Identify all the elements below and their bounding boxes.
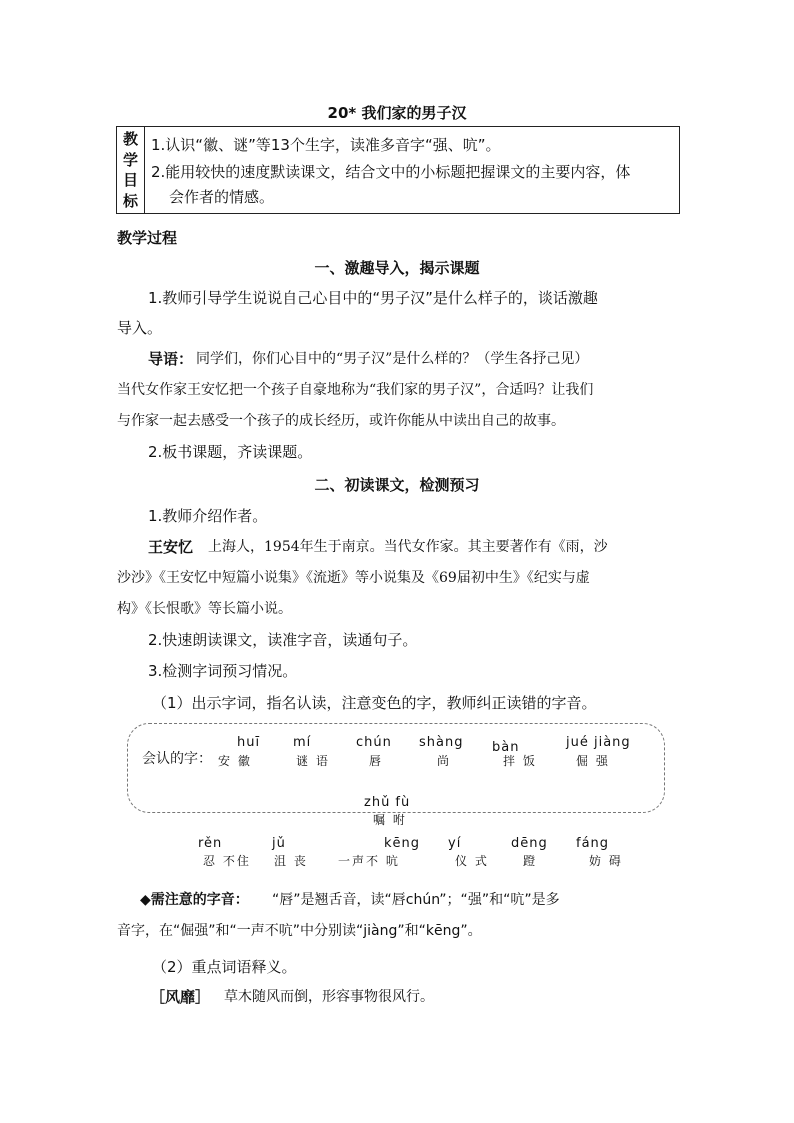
- author-line2: 沙沙》《王安忆中短篇小说集》《流逝》等小说集及《69届初中生》《纪实与虚: [117, 570, 590, 586]
- pinyin: yí: [448, 836, 462, 851]
- section1-p2: 2.板书课题，齐读课题。: [148, 443, 313, 461]
- goal-item-2: 2.能用较快的速度默读课文，结合文中的小标题把握课文的主要内容，体: [151, 163, 631, 181]
- pinyin: chún: [356, 735, 392, 750]
- goals-label-char: 教: [122, 130, 138, 149]
- pinyin: shàng: [419, 735, 464, 750]
- section2-heading: 二、初读课文，检测预习: [314, 476, 480, 494]
- goals-label-char: 目: [122, 171, 138, 190]
- intro-line2: 当代女作家王安忆把一个孩子自豪地称为“我们家的男子汉”，合适吗？让我们: [117, 382, 594, 398]
- goals-label-char: 学: [122, 150, 138, 169]
- vocab-word: 蹬: [523, 854, 538, 868]
- vocab-word: 妨 碍: [589, 854, 623, 868]
- author-line3: 构》《长恨歌》等长篇小说。: [117, 601, 292, 617]
- note-line1: “唇”是翘舌音，读“唇chún”；“强”和“吭”是多: [272, 892, 560, 908]
- vocab-word: 唇: [369, 754, 384, 768]
- pinyin: bàn: [492, 740, 520, 755]
- note-line2: 音字，在“倔强”和“一声不吭”中分别读“jiàng”和“kēng”。: [117, 923, 482, 939]
- section2-p3: 3.检测字词预习情况。: [148, 662, 298, 680]
- teaching-goals-table: [116, 126, 680, 214]
- intro-label: 导语：: [148, 350, 194, 368]
- vocab-word: 嘱 咐: [373, 813, 407, 827]
- vocab-word: 倔 强: [576, 754, 610, 768]
- term-word: ［风靡］: [150, 988, 211, 1006]
- vocab-word: 一声不 吭: [338, 854, 400, 868]
- term-definition: 草木随风而倒，形容事物很风行。: [224, 989, 434, 1005]
- vocab-word: 仪 式: [455, 854, 489, 868]
- vocab-word: 尚: [437, 754, 452, 768]
- section1-p1-line1: 1.教师引导学生说说自己心目中的“男子汉”是什么样子的，谈话激趣: [148, 289, 598, 307]
- section1-p1-line2: 导入。: [117, 319, 163, 337]
- section1-heading: 一、激趣导入，揭示课题: [314, 259, 480, 277]
- vocab-word: 沮 丧: [274, 854, 308, 868]
- goals-label: [117, 127, 145, 213]
- goals-label-char: 标: [122, 191, 138, 210]
- pinyin: dēng: [511, 836, 548, 851]
- author-name: 王安忆: [148, 538, 194, 556]
- author-line1: 上海人，1954年生于南京。当代女作家。其主要著作有《雨，沙: [208, 539, 608, 555]
- goal-item-1: 1.认识“徽、谜”等13个生字，读准多音字“强、吭”。: [151, 136, 501, 154]
- vocab-word: 拌 饭: [503, 754, 537, 768]
- pinyin: mí: [293, 735, 312, 750]
- intro-line3: 与作家一起去感受一个孩子的成长经历，或许你能从中读出自己的故事。: [117, 413, 565, 429]
- section2-p1: 1.教师介绍作者。: [148, 507, 268, 525]
- goal-item-2-cont: 会作者的情感。: [169, 188, 275, 206]
- pinyin: jǔ: [272, 836, 286, 851]
- section2-p4: （1）出示字词，指名认读，注意变色的字，教师纠正读错的字音。: [152, 694, 597, 712]
- pinyin: rěn: [198, 836, 223, 851]
- sub-heading-2: （2）重点词语释义。: [152, 958, 297, 976]
- pinyin: jué jiàng: [566, 735, 631, 750]
- intro-line1: 同学们，你们心目中的“男子汉”是什么样的？（学生各抒己见）: [196, 351, 589, 367]
- process-heading: 教学过程: [117, 229, 178, 247]
- vocab-word: 忍 不住: [203, 854, 251, 868]
- vocab-label: 会认的字：: [142, 751, 212, 767]
- note-label: ◆需注意的字音：: [140, 892, 249, 908]
- pinyin: kēng: [384, 836, 421, 851]
- pinyin: huī: [237, 735, 261, 750]
- page-title: 20* 我们家的男子汉: [327, 104, 467, 122]
- vocab-word: 谜 语: [296, 754, 330, 768]
- pinyin: zhǔ fù: [364, 795, 411, 810]
- vocab-word: 安 徽: [218, 754, 252, 768]
- section2-p2: 2.快速朗读课文，读准字音，读通句子。: [148, 631, 418, 649]
- pinyin: fáng: [576, 836, 610, 851]
